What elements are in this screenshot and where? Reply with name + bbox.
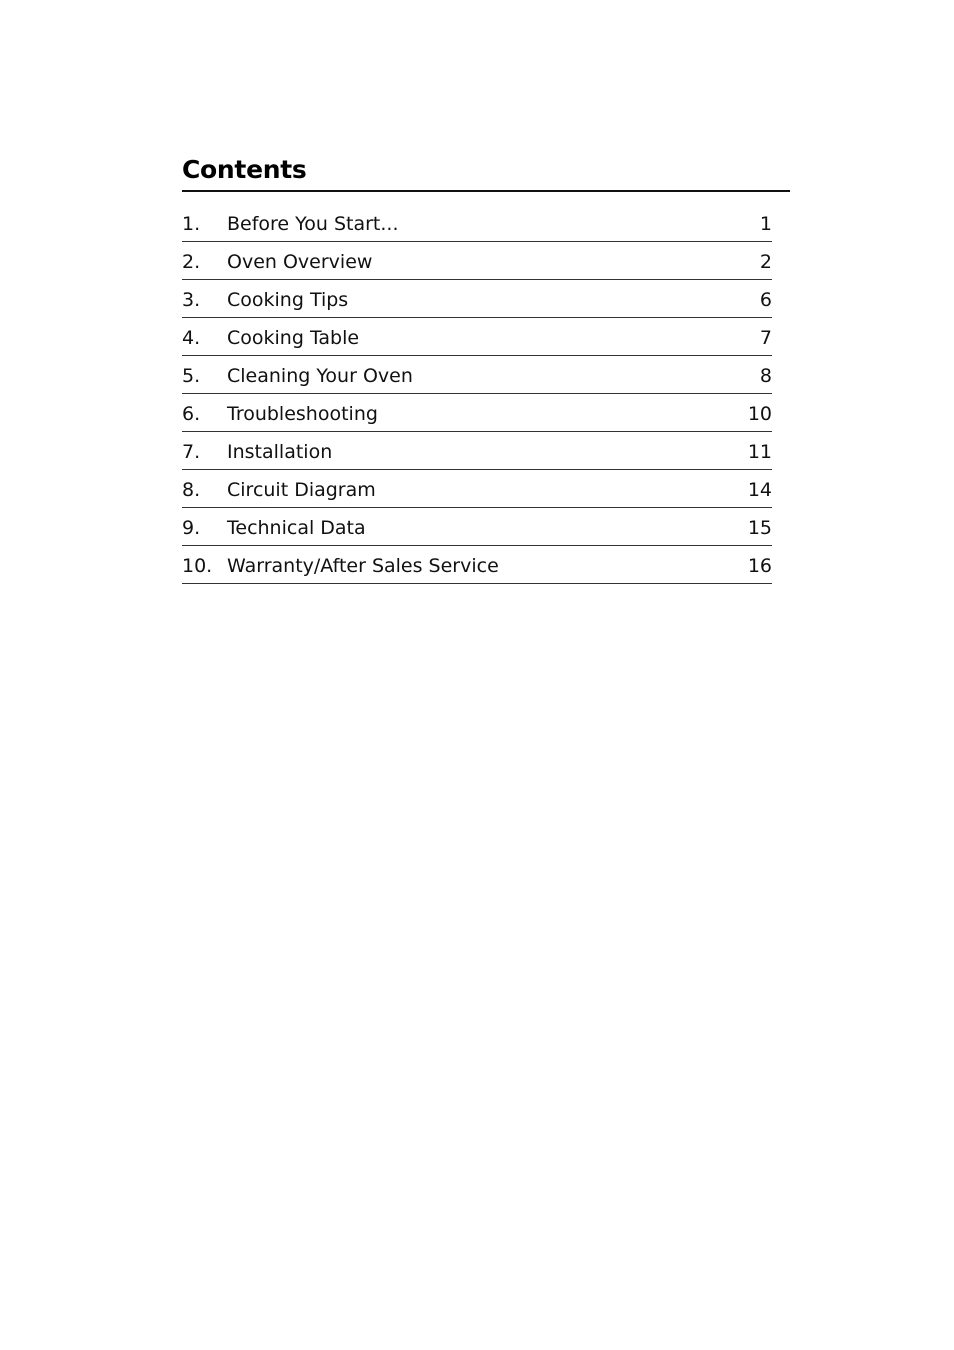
toc-entry-number: 9. — [182, 517, 201, 539]
toc-entry[interactable] — [182, 432, 772, 470]
toc-entry[interactable] — [182, 394, 772, 432]
toc-entry[interactable] — [182, 318, 772, 356]
toc-entry[interactable] — [182, 204, 772, 242]
toc-entry-title: Installation — [227, 441, 333, 463]
contents-heading — [182, 154, 790, 192]
toc-entry-page: 11 — [747, 441, 772, 463]
toc-entry-title: Oven Overview — [227, 251, 373, 273]
toc-entry-title: Cooking Table — [227, 327, 360, 349]
toc-entry-number: 5. — [182, 365, 201, 387]
toc-entry-number: 8. — [182, 479, 201, 501]
page-title: Contents — [182, 155, 307, 184]
toc-entry[interactable] — [182, 356, 772, 394]
toc-entry-title: Warranty/After Sales Service — [227, 555, 499, 577]
toc-entry-page: 10 — [747, 403, 772, 425]
toc-entry[interactable] — [182, 280, 772, 318]
toc-entry-page: 16 — [747, 555, 772, 577]
toc-entry-page: 1 — [759, 213, 772, 235]
toc-entry-number: 1. — [182, 213, 201, 235]
toc-entry-number: 4. — [182, 327, 201, 349]
toc-entry-title: Troubleshooting — [227, 403, 378, 425]
toc-entry[interactable] — [182, 508, 772, 546]
toc-entry[interactable] — [182, 470, 772, 508]
table-of-contents — [182, 204, 772, 584]
toc-entry-page: 6 — [759, 289, 772, 311]
toc-entry-title: Before You Start... — [227, 213, 399, 235]
toc-entry[interactable] — [182, 546, 772, 584]
toc-entry-title: Technical Data — [227, 517, 366, 539]
toc-entry-title: Cooking Tips — [227, 289, 349, 311]
toc-entry-page: 8 — [759, 365, 772, 387]
toc-entry[interactable] — [182, 242, 772, 280]
toc-entry-number: 10. — [182, 555, 213, 577]
toc-entry-title: Cleaning Your Oven — [227, 365, 413, 387]
toc-entry-page: 14 — [747, 479, 772, 501]
toc-entry-number: 6. — [182, 403, 201, 425]
toc-entry-number: 2. — [182, 251, 201, 273]
toc-entry-number: 3. — [182, 289, 201, 311]
toc-entry-title: Circuit Diagram — [227, 479, 376, 501]
toc-entry-page: 15 — [747, 517, 772, 539]
toc-entry-page: 7 — [759, 327, 772, 349]
toc-entry-page: 2 — [759, 251, 772, 273]
toc-entry-number: 7. — [182, 441, 201, 463]
